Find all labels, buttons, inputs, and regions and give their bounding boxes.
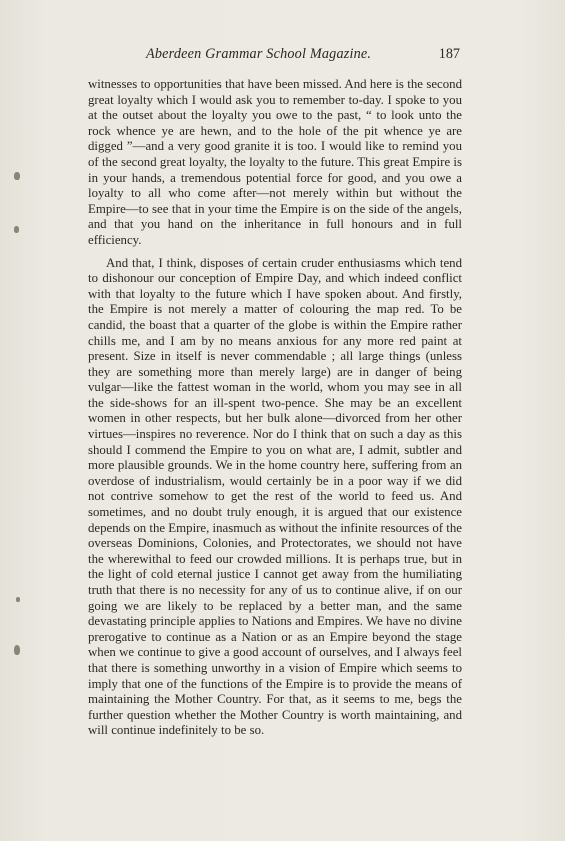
margin-blemish-mark xyxy=(14,226,19,233)
running-title: Aberdeen Grammar School Magazine. xyxy=(146,46,372,62)
margin-blemish-mark xyxy=(16,597,20,602)
margin-blemish-mark xyxy=(14,172,20,180)
page-number: 187 xyxy=(438,46,460,62)
running-head xyxy=(88,46,462,66)
paragraph-2: And that, I think, disposes of certain cruder enthusiasms which tend to dishonour our conception of Empire Day, and which indeed conflict with that loyalty to the future which I have spoken about. And firstly, the Empire is not merely a matter of colouring the map red. To be candid, the boast that a quarter of the globe is within the Empire rather chills me, and I am by no means anxious for any more red paint at present. Size in itself is never commendable ; all large things (unless they are something more than merely large) are in danger of being vulgar—like the fattest woman in the world, whom you may see in all the side-shows for an ill-spent two-pence. She may be an excellent women in other respects, but her bulk alone—divorced from her other virtues—inspires no reverence. Nor do I think that on such a day as this should I commend the Empire to you on what are, I admit, subtler and more plausible grounds. We in the home country here, suffering from an overdose of industrialism, would certainly be in a poor way if we did not contrive somehow to get the rest of the world to feed us. And sometimes, and no doubt truly enough, it is argued that our existence depends on the Empire, inasmuch as without the infinite resources of the overseas Dominions, Colonies, and Protectorates, we should not have the wherewithal to feed our crowded millions. It is perhaps true, but in the light of cold eternal justice I cannot get away from the humiliating truth that there is no necessity for any of us to continue alive, if on our going we are likely to be replaced by a better man, and the same devastating principle applies to Nations and Empires. We have no divine prerogative to continue as a Nation or as an Empire beyond the stage when we continue to give a good account of ourselves, and I always feel that there is something unworthy in a vision of Empire which seems to imply that one of the functions of the Empire is to provide the means of maintaining the Mother Country. For that, as it seems to me, begs the further question whether the Mother Country is worth maintaining, and will continue indefinitely to be so. xyxy=(88,255,462,738)
paragraph-1: witnesses to opportunities that have been missed. And here is the second great loyalty which I would ask you to remember to-day. I spoke to you at the outset about the loyalty you owe to the past, “ to look unto the rock whence ye are hewn, and to the hole of the pit whence ye are digged ”—and a very good granite it is too. I would like to remind you of the second great loyalty, the loyalty to the future. This great Empire is in your hands, a tremendous potential force for good, and you owe a loyalty to all who come after—not merely within but without the Empire—to see that in your time the Empire is on the side of the angels, and that you hand on the inheritance in full honours and in full efficiency. xyxy=(88,77,462,247)
margin-blemish-mark xyxy=(14,645,20,655)
body-text xyxy=(88,77,462,739)
